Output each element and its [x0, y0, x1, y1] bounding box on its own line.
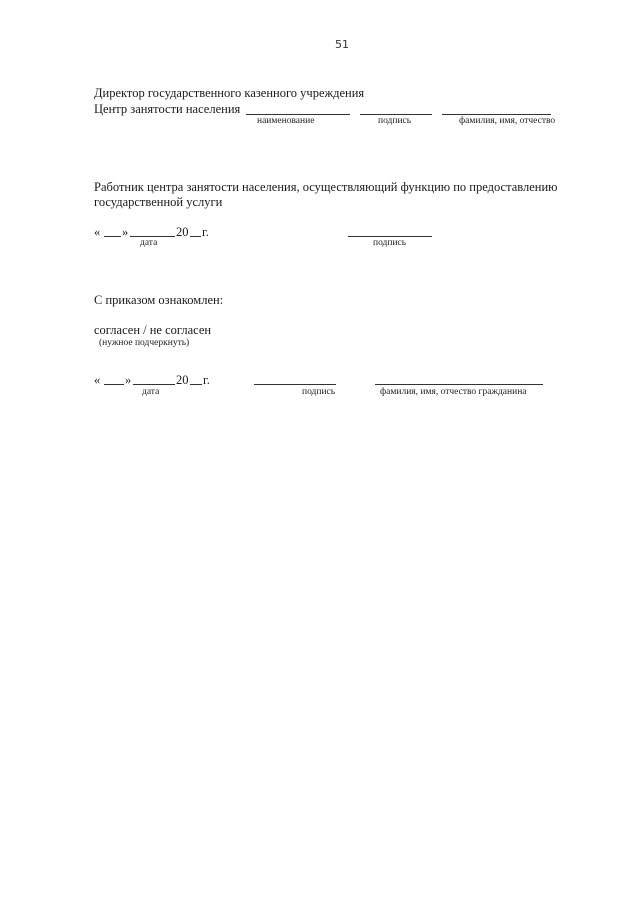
citizen-full-name-field[interactable]: [375, 384, 543, 385]
agree-disagree-option[interactable]: согласен / не согласен: [94, 323, 212, 337]
page-number: 51: [335, 38, 349, 51]
employee-text-line2: государственной услуги: [94, 195, 223, 209]
employee-date-open-quote: «: [94, 225, 101, 239]
citizen-date-caption: дата: [142, 387, 160, 397]
director-signature-field[interactable]: [360, 114, 432, 115]
employee-signature-field[interactable]: [348, 236, 432, 237]
director-full-name-field[interactable]: [442, 114, 551, 115]
citizen-signature-field[interactable]: [254, 384, 336, 385]
employment-center-label: Центр занятости населения: [94, 102, 241, 116]
citizen-date-year-field[interactable]: [190, 384, 202, 385]
citizen-date-month-field[interactable]: [133, 384, 175, 385]
director-signature-caption: подпись: [378, 116, 412, 126]
employee-date-day-field[interactable]: [104, 236, 121, 237]
employee-date-year-prefix: 20: [176, 225, 189, 239]
director-title: Директор государственного казенного учреждения: [94, 86, 365, 100]
center-name-field[interactable]: [246, 114, 350, 115]
citizen-date-year-prefix: 20: [176, 373, 189, 387]
employee-signature-caption: подпись: [373, 238, 407, 248]
employee-text-line1: Работник центра занятости населения, осуществляющий функцию по предоставлению: [94, 180, 558, 194]
center-name-caption: наименование: [257, 116, 315, 126]
employee-date-year-field[interactable]: [190, 236, 201, 237]
underline-hint: (нужное подчеркнуть): [99, 338, 190, 348]
citizen-date-close-quote: »: [125, 373, 132, 387]
employee-date-year-suffix: г.: [202, 225, 209, 239]
employee-date-month-field[interactable]: [130, 236, 175, 237]
employee-date-close-quote: »: [122, 225, 129, 239]
citizen-signature-caption: подпись: [302, 387, 336, 397]
director-full-name-caption: фамилия, имя, отчество: [459, 116, 556, 126]
citizen-full-name-caption: фамилия, имя, отчество гражданина: [380, 387, 527, 397]
citizen-date-year-suffix: г.: [203, 373, 210, 387]
acknowledgement-heading: С приказом ознакомлен:: [94, 293, 224, 307]
citizen-date-day-field[interactable]: [104, 384, 124, 385]
employee-date-caption: дата: [140, 238, 158, 248]
citizen-date-open-quote: «: [94, 373, 101, 387]
